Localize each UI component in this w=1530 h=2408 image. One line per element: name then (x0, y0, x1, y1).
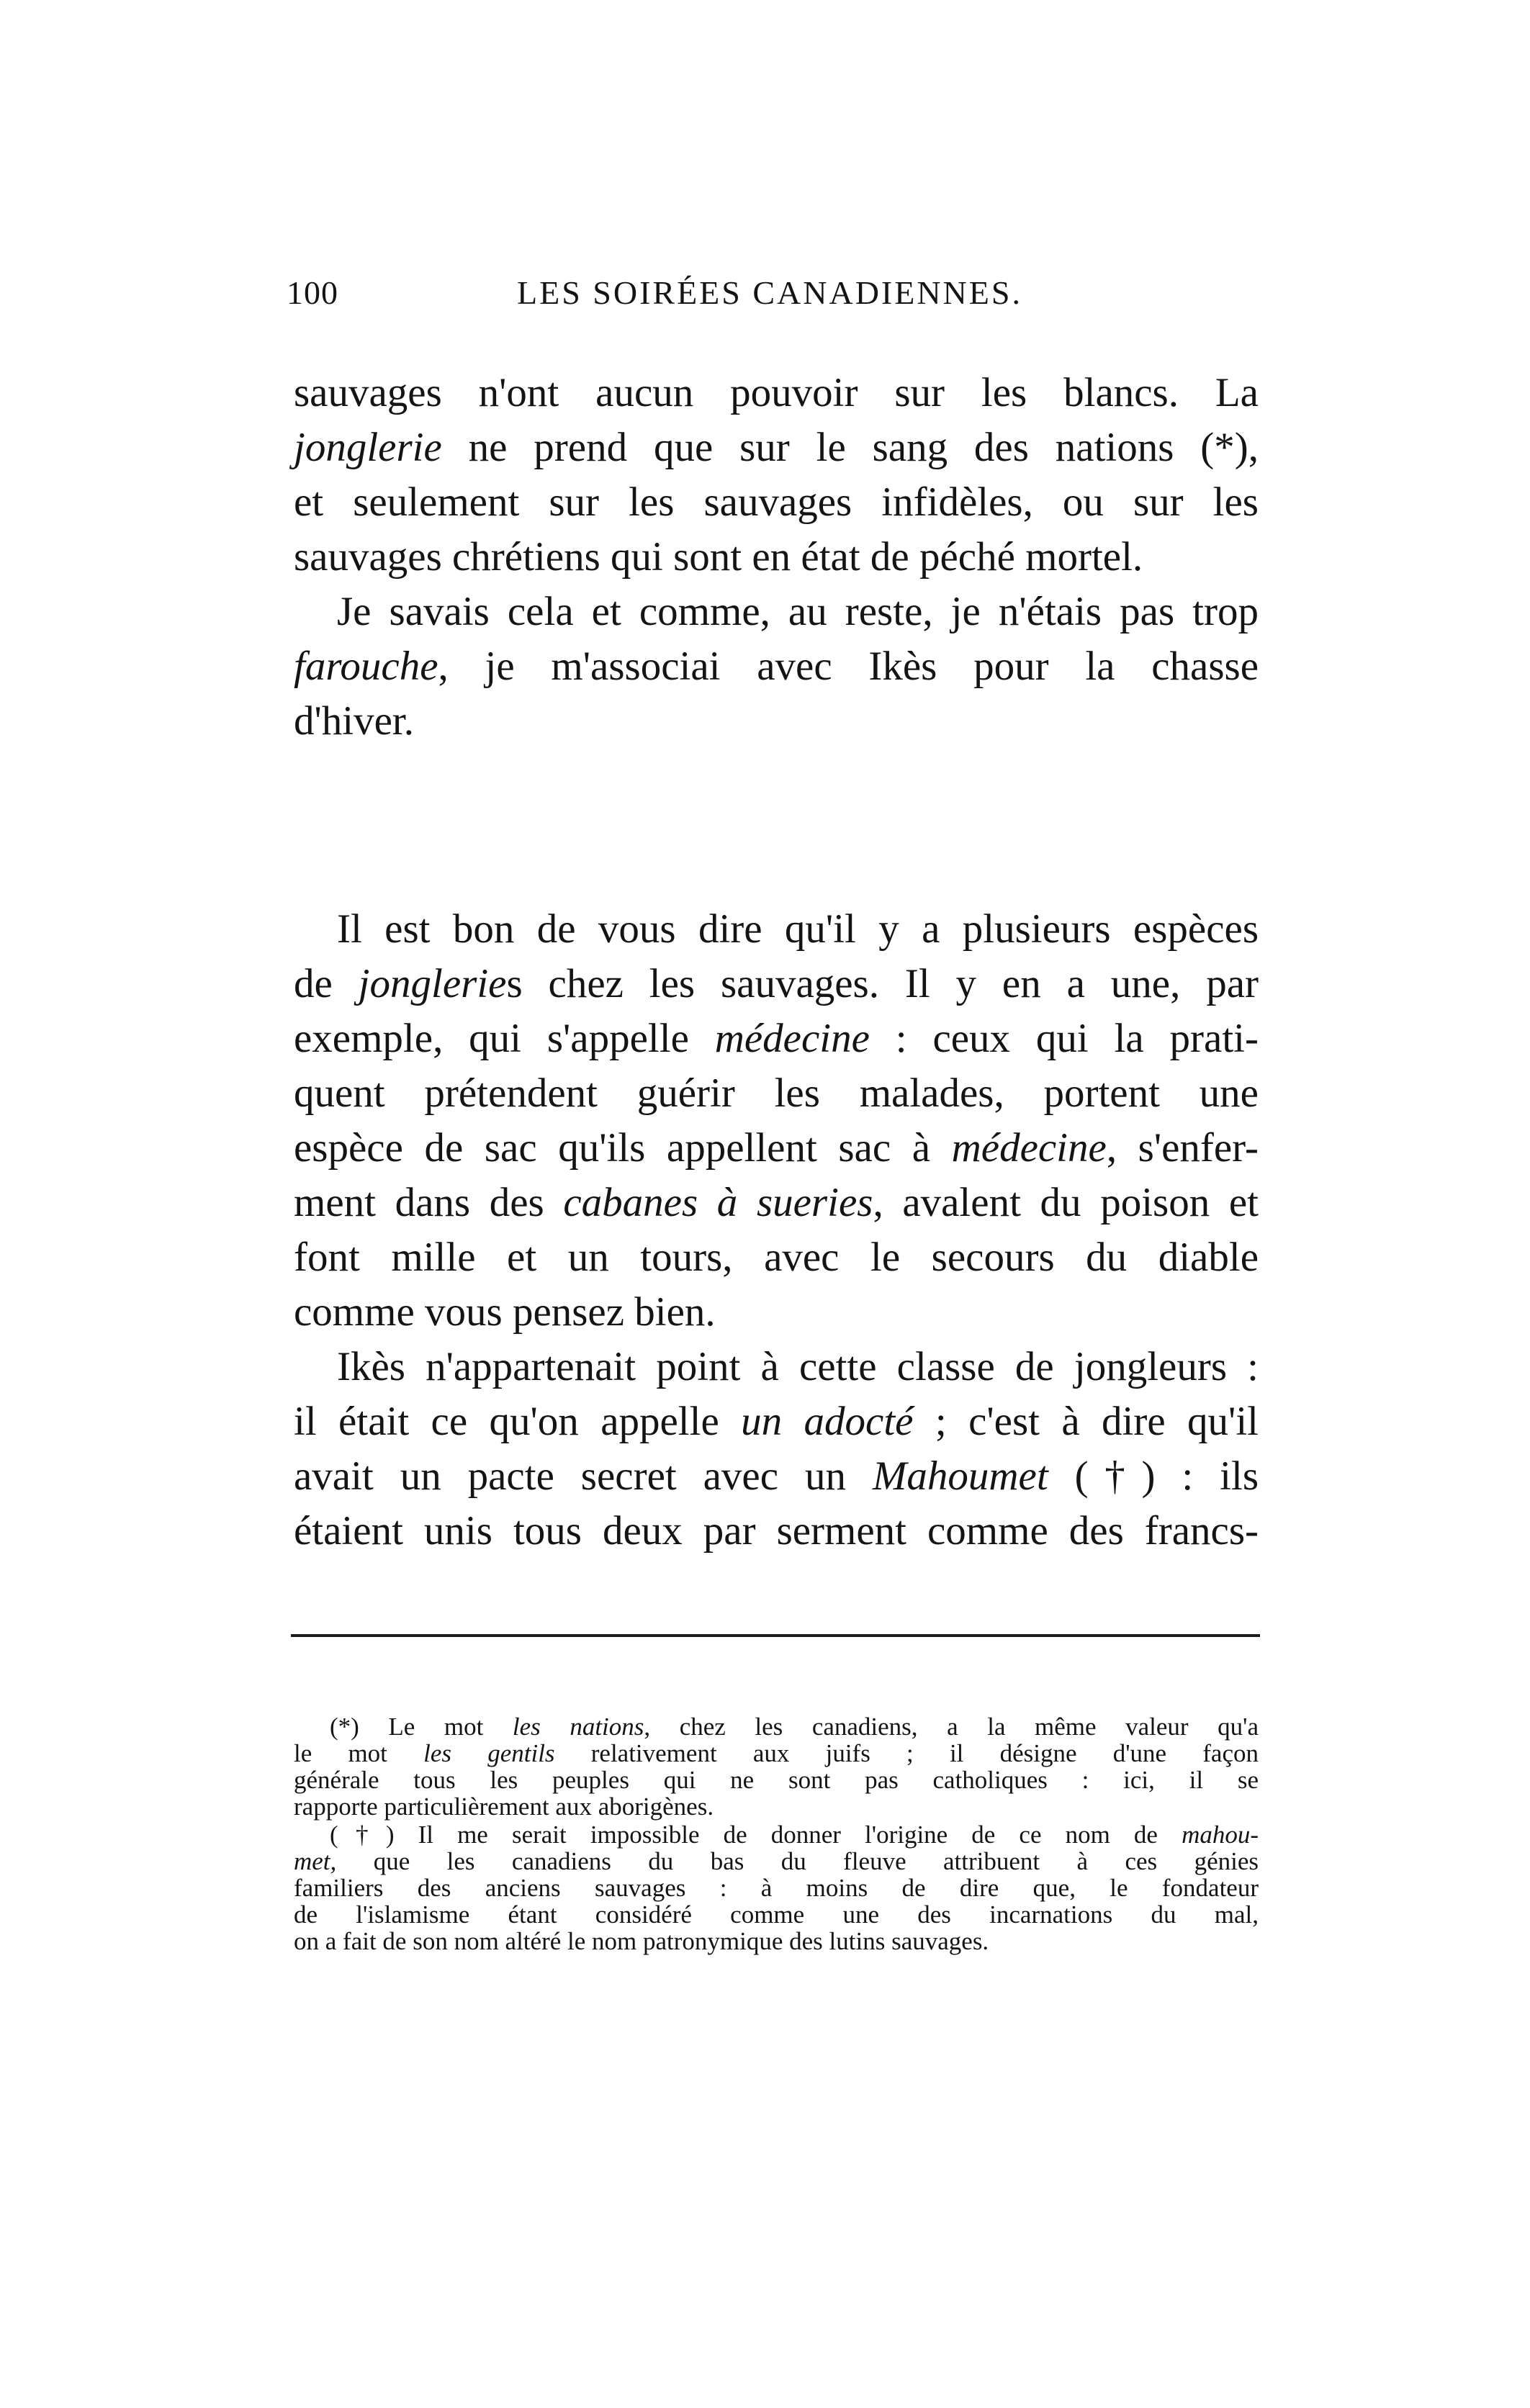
running-head: LES SOIRÉES CANADIENNES. (517, 274, 1022, 311)
text-line: comme vous pensez bien. (294, 1289, 716, 1335)
text-line: quent prétendent guérir les malades, portent une (294, 1070, 1259, 1116)
text-line: exemple, qui s'appelle médecine : ceux qui la prati- (294, 1016, 1259, 1061)
text-line: Ikès n'appartenait point à cette classe de jongleurs : (337, 1344, 1259, 1389)
text-line: sauvages chrétiens qui sont en état de péché mortel. (294, 534, 1143, 580)
footnote-line: (*) Le mot les nations, chez les canadiens, a la même valeur qu'a (330, 1713, 1259, 1741)
text-line: de jongleries chez les sauvages. Il y en a une, par (294, 961, 1259, 1006)
text-line: étaient unis tous deux par serment comme des francs- (294, 1508, 1259, 1554)
text-line: Il est bon de vous dire qu'il y a plusieurs espèces (337, 906, 1259, 952)
footnote-rule (291, 1634, 1260, 1637)
footnote-line: (†) Il me serait impossible de donner l'origine de ce nom de mahou- (330, 1821, 1259, 1849)
footnote-line: rapporte particulièrement aux aborigènes. (294, 1793, 714, 1821)
text-line: font mille et un tours, avec le secours du diable (294, 1235, 1259, 1280)
footnote-line: de l'islamisme étant considéré comme une des incarnations du mal, (294, 1900, 1259, 1929)
text-line: ment dans des cabanes à sueries, avalent du poison et (294, 1180, 1259, 1225)
footnote-line: le mot les gentils relativement aux juifs ; il désigne d'une façon (294, 1739, 1259, 1767)
footnote-line: met, que les canadiens du bas du fleuve attribuent à ces génies (294, 1847, 1259, 1875)
text-line: d'hiver. (294, 698, 414, 744)
text-line: avait un pacte secret avec un Mahoumet (†) : ils (294, 1453, 1259, 1499)
text-line: espèce de sac qu'ils appellent sac à médecine, s'enfer- (294, 1125, 1259, 1171)
footnote-line: familiers des anciens sauvages : à moins de dire que, le fondateur (294, 1874, 1259, 1902)
text-line: jonglerie ne prend que sur le sang des nations (*), (294, 425, 1259, 470)
text-line: Je savais cela et comme, au reste, je n'étais pas trop (337, 589, 1259, 634)
text-line: sauvages n'ont aucun pouvoir sur les blancs. La (294, 370, 1259, 415)
footnote-line: générale tous les peuples qui ne sont pas catholiques : ici, il se (294, 1766, 1259, 1794)
page-number: 100 (287, 274, 338, 311)
text-line: il était ce qu'on appelle un adocté ; c'est à dire qu'il (294, 1399, 1259, 1444)
text-line: farouche, je m'associai avec Ikès pour la chasse (294, 644, 1259, 689)
footnote-line: on a fait de son nom altéré le nom patronymique des lutins sauvages. (294, 1927, 989, 1955)
text-line: et seulement sur les sauvages infidèles, ou sur les (294, 479, 1259, 525)
